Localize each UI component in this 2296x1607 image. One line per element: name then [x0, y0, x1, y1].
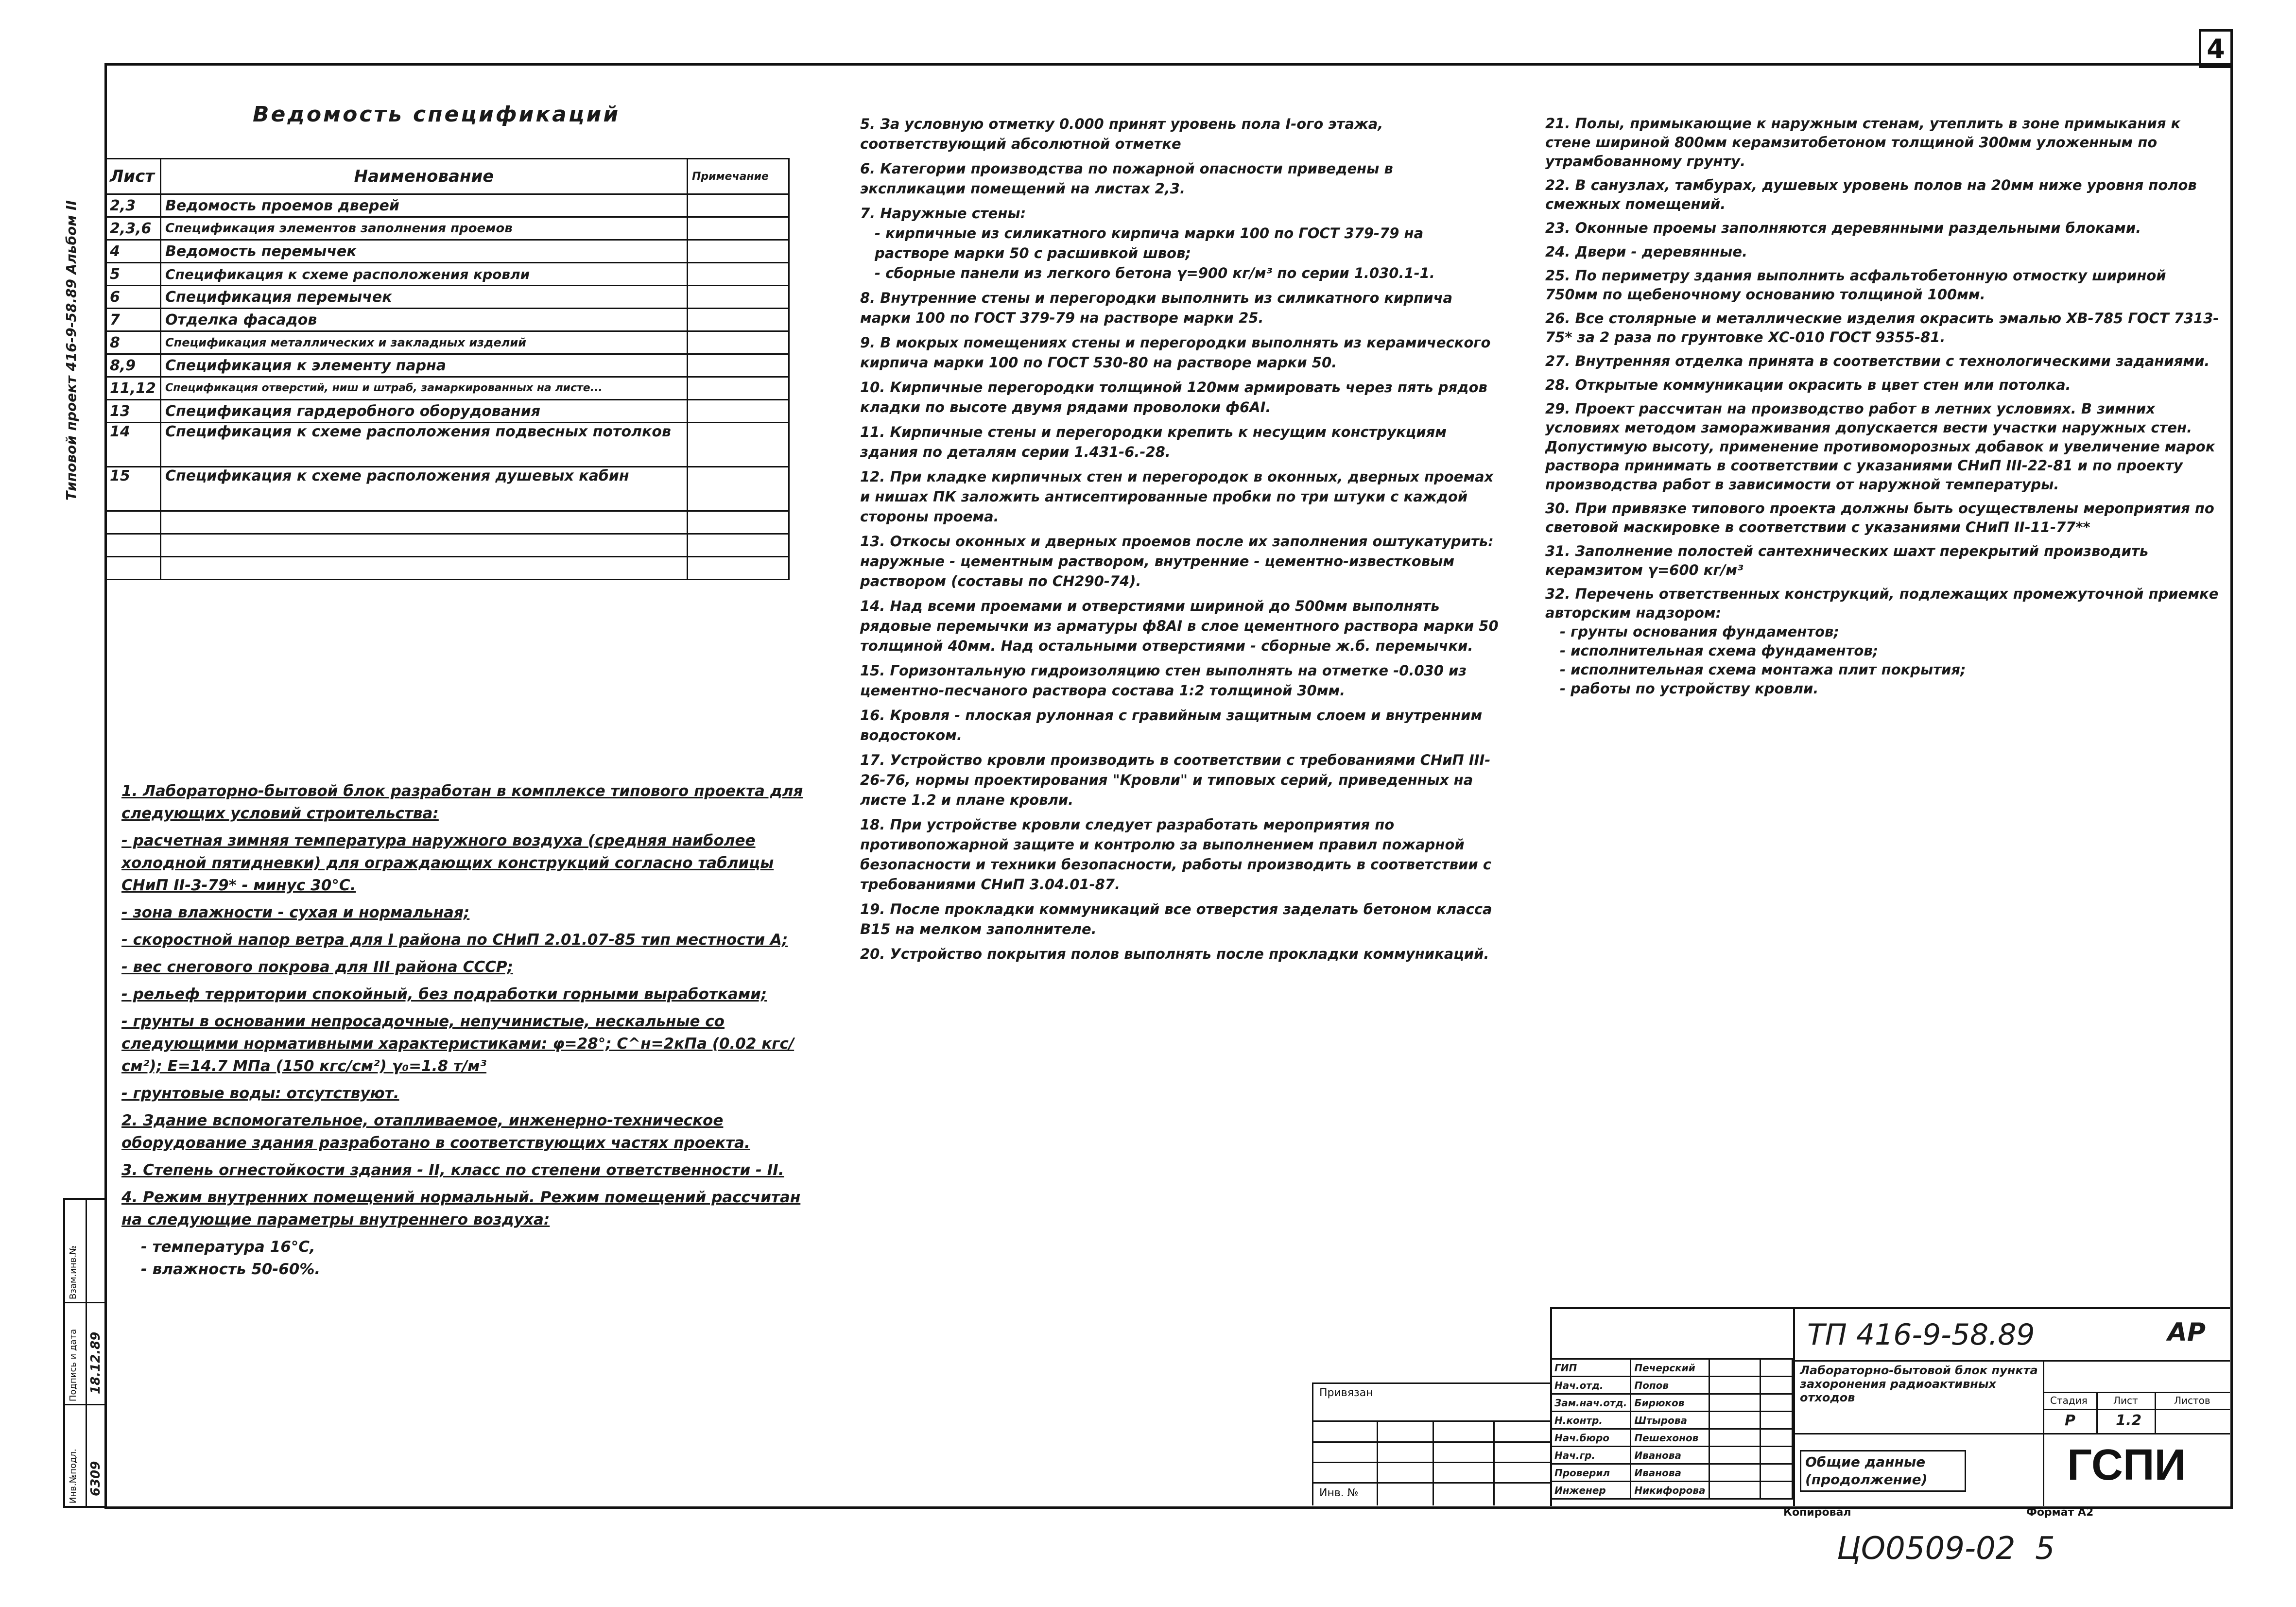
inventory-strip — [63, 1198, 106, 1508]
inv-header-0: Инв.№подл. — [68, 1449, 78, 1503]
spec-title: Ведомость спецификаций — [253, 102, 621, 127]
inv-value-0: 6309 — [88, 1461, 103, 1496]
note-1-b: - зона влажности - сухая и нормальная; — [121, 904, 470, 921]
table-row: 14 Спецификация к схеме расположения подвесных потолков — [105, 423, 789, 467]
note-2: 2. Здание вспомогательное, отапливаемое, инженерно-техническое оборудование здания разработано в соответствующих частях проекта. — [121, 1112, 750, 1152]
table-row: 2,3,6 Спецификация элементов заполнения проемов — [105, 217, 789, 240]
inv-label: Инв. № — [1319, 1487, 1359, 1499]
sheet-value: 1.2 — [2116, 1412, 2142, 1429]
left-notes — [121, 780, 811, 1285]
note-7: 7. Наружные стены: — [860, 205, 1026, 222]
inv-header-1: Подпись и дата — [68, 1329, 78, 1401]
stage-value: Р — [2065, 1412, 2075, 1429]
note-13: 13. Откосы оконных и дверных проемов после их заполнения оштукатурить: наружные - цементным раствором, внутренние - цементно-известковым раствором (составы по СН290-74). — [860, 533, 1494, 589]
table-row — [105, 511, 789, 534]
note-3: 3. Степень огнестойкости здания - II, класс по степени ответственности - II. — [121, 1161, 784, 1179]
note-32-b: - исполнительная схема фундаментов; — [1560, 642, 1879, 659]
note-16: 16. Кровля - плоская рулонная с гравийным защитным слоем и внутренним водостоком. — [860, 707, 1483, 743]
sheets-label: Листов — [2174, 1395, 2210, 1406]
note-23: 23. Оконные проемы заполняются деревянными раздельными блоками. — [1545, 220, 2141, 236]
table-row: 13 Спецификация гардеробного оборудования — [105, 400, 789, 423]
table-row: 8 Спецификация металлических и закладных изделий — [105, 331, 789, 354]
table-row: 6 Спецификация перемычек — [105, 286, 789, 309]
note-4-a: - температура 16°С, — [141, 1238, 315, 1256]
inv-header-2: Взам.инв.№ — [68, 1245, 78, 1299]
note-30: 30. При привязке типового проекта должны быть осуществлены мероприятия по световой маскировке в соответствии с указаниями СНиП II-11-77** — [1545, 500, 2214, 536]
sheet-label: Лист — [2113, 1395, 2138, 1406]
table-row: 5 Спецификация к схеме расположения кровли — [105, 263, 789, 286]
note-22: 22. В санузлах, тамбурах, душевых уровень полов на 20мм ниже уровня полов смежных помещений. — [1545, 177, 2197, 212]
format-label: Формат А2 — [2026, 1506, 2094, 1519]
inv-value-1: 18.12.89 — [88, 1331, 103, 1394]
note-14: 14. Над всеми проемами и отверстиями шириной до 500мм выполнять рядовые перемычки из арматуры ф8АI в слое цементного раствора марки 50 толщиной 40мм. Над остальными отверстиями - сборные ж.б. перемычки. — [860, 598, 1499, 654]
role-row: Нач.бюро Пешехонов — [1551, 1429, 1793, 1447]
note-28: 28. Открытые коммуникации окрасить в цвет стен или потолка. — [1545, 377, 2071, 393]
project-name: Лабораторно-бытовой блок пункта захоронения радиоактивных отходов — [1800, 1364, 2038, 1404]
table-row: 11,12 Спецификация отверстий, ниш и штраб, замаркированных на листе... — [105, 377, 789, 400]
note-4: 4. Режим внутренних помещений нормальный. Режим помещений рассчитан на следующие параметры внутреннего воздуха: — [121, 1189, 801, 1228]
note-8: 8. Внутренние стены и перегородки выполнить из силикатного кирпича марки 100 по ГОСТ 379-79 на растворе марки 25. — [860, 290, 1453, 326]
role-row: ГИП Печерский — [1551, 1359, 1793, 1377]
spec-header-sheet: Лист — [105, 159, 161, 194]
note-32-a: - грунты основания фундаментов; — [1560, 623, 1839, 640]
table-row: 4 Ведомость перемычек — [105, 240, 789, 263]
tied-block — [1312, 1382, 1552, 1505]
role-row: Нач.отд. Попов — [1551, 1377, 1793, 1394]
roles-table — [1550, 1358, 1793, 1500]
spec-header-note: Примечание — [688, 159, 789, 194]
note-29: 29. Проект рассчитан на производство работ в летних условиях. В зимних условиях методом замораживания допускается вести участки наружных стен. Допустимую высоту, применение противоморозных добавок и увеличение марок раствора принимать в соответствии с указаниями СНиП III-22-81 и по проекту производства работ в зависимости от наружной температуры. — [1545, 400, 2215, 493]
note-7-b: - сборные панели из легкого бетона γ=900 кг/м³ по серии 1.030.1-1. — [875, 265, 1435, 281]
table-row: 2,3 Ведомость проемов дверей — [105, 194, 789, 217]
note-10: 10. Кирпичные перегородки толщиной 120мм армировать через пять рядов кладки по высоте двумя рядами проволоки ф6АI. — [860, 379, 1487, 415]
table-row — [105, 557, 789, 580]
note-1-d: - вес снегового покрова для III района СССР; — [121, 958, 514, 976]
spec-header-name: Наименование — [161, 159, 688, 194]
note-25: 25. По периметру здания выполнить асфальтобетонную отмостку шириной 750мм по щебеночному основанию толщиной 100мм. — [1545, 267, 2166, 303]
role-row: Нач.гр. Иванова — [1551, 1447, 1793, 1464]
role-row: Н.контр. Штырова — [1551, 1412, 1793, 1429]
copied-label: Копировал — [1783, 1506, 1851, 1519]
table-row: 7 Отделка фасадов — [105, 309, 789, 331]
role-row: Проверил Иванова — [1551, 1464, 1793, 1482]
note-9: 9. В мокрых помещениях стены и перегородки выполнять из керамического кирпича марки 100 по ГОСТ 530-80 на растворе марки 50. — [860, 334, 1491, 371]
note-32-d: - работы по устройству кровли. — [1560, 680, 1819, 697]
note-6: 6. Категории производства по пожарной опасности приведены в экспликации помещений на листах 2,3. — [860, 160, 1393, 197]
right-notes — [1545, 114, 2223, 698]
note-24: 24. Двери - деревянные. — [1545, 243, 1748, 260]
note-32-c: - исполнительная схема монтажа плит покрытия; — [1560, 661, 1966, 678]
drawing-mark: АР — [2167, 1318, 2206, 1347]
note-17: 17. Устройство кровли производить в соответствии с требованиями СНиП III-26-76, нормы проектирования "Кровли" и типовых серий, приведенных на листе 1.2 и плане кровли. — [860, 752, 1491, 808]
project-stamp: Типовой проект 416-9-58.89 Альбом II — [63, 200, 79, 501]
note-1-f: - грунты в основании непросадочные, непучинистые, нескальные со следующими нормативными характеристиками: φ=28°; С^н=2кПа (0.02 кгс/см²); Е=14.7 МПа (150 кгс/см²) γ₀=1.8 т/м³ — [121, 1013, 794, 1075]
note-15: 15. Горизонтальную гидроизоляцию стен выполнять на отметке -0.030 из цементно-песчаного раствора состава 1:2 толщиной 30мм. — [860, 662, 1467, 699]
table-row: 8,9 Спецификация к элементу парна — [105, 354, 789, 377]
note-1-e: - рельеф территории спокойный, без подработки горными выработками; — [121, 985, 767, 1003]
note-1-a: - расчетная зимняя температура наружного воздуха (средняя наиболее холодной пятидневки) для ограждающих конструкций согласно таблицы СНиП II-3-79* - минус 30°С. — [121, 832, 774, 894]
table-row: 15 Спецификация к схеме расположения душевых кабин — [105, 467, 789, 511]
drawing-code: ТП 416-9-58.89 — [1807, 1318, 2035, 1352]
note-1-c: - скоростной напор ветра для I района по СНиП 2.01.07-85 тип местности А; — [121, 931, 788, 949]
middle-notes — [860, 114, 1502, 969]
sheet-name: Общие данные (продолжение) — [1800, 1450, 1966, 1492]
note-7-a: - кирпичные из силикатного кирпича марки 100 по ГОСТ 379-79 на растворе марки 50 с расшивкой швов; — [875, 225, 1424, 261]
archive-stamp: ЦО0509-02 5 — [1837, 1531, 2055, 1567]
title-block-main — [1793, 1307, 2230, 1506]
stage-label: Стадия — [2050, 1395, 2088, 1406]
note-21: 21. Полы, примыкающие к наружным стенам, утеплить в зоне примыкания к стене шириной 800мм керамзитобетоном толщиной 300мм уложенным по утрамбованному грунту. — [1545, 115, 2181, 170]
note-4-b: - влажность 50-60%. — [141, 1261, 321, 1278]
note-1-g: - грунтовые воды: отсутствуют. — [121, 1085, 399, 1102]
role-row: Зам.нач.отд. Бирюков — [1551, 1394, 1793, 1412]
note-18: 18. При устройстве кровли следует разработать мероприятия по противопожарной защите и контролю за выполнением правил пожарной безопасности и техники безопасности, работы производить в соответствии с требованиями СНиП 3.04.01-87. — [860, 816, 1491, 893]
tied-label: Привязан — [1319, 1387, 1373, 1399]
note-20: 20. Устройство покрытия полов выполнять после прокладки коммуникаций. — [860, 946, 1489, 962]
note-1: 1. Лабораторно-бытовой блок разработан в комплексе типового проекта для следующих условий строительства: — [121, 782, 803, 822]
note-5: 5. За условную отметку 0.000 принят уровень пола I-ого этажа, соответствующий абсолютной отметке — [860, 116, 1383, 152]
org-name: ГСПИ — [2067, 1441, 2186, 1489]
note-27: 27. Внутренняя отделка принята в соответствии с технологическими заданиями. — [1545, 353, 2210, 369]
note-26: 26. Все столярные и металлические изделия окрасить эмалью ХВ-785 ГОСТ 7313-75* за 2 раза по грунтовке ХС-010 ГОСТ 9355-81. — [1545, 310, 2219, 346]
table-row — [105, 534, 789, 557]
spec-table — [104, 158, 790, 580]
role-row: Инженер Никифорова — [1551, 1482, 1793, 1499]
page-number: 4 — [2199, 29, 2233, 68]
note-12: 12. При кладке кирпичных стен и перегородок в оконных, дверных проемах и нишах ПК заложить антисептированные пробки по три штуки с каждой стороны проема. — [860, 468, 1494, 525]
note-32: 32. Перечень ответственных конструкций, подлежащих промежуточной приемке авторским надзором: — [1545, 586, 2219, 621]
note-11: 11. Кирпичные стены и перегородки крепить к несущим конструкциям здания по деталям серии 1.431-6.-28. — [860, 424, 1447, 460]
note-19: 19. После прокладки коммуникаций все отверстия заделать бетоном класса В15 на мелком заполнителе. — [860, 901, 1492, 937]
note-31: 31. Заполнение полостей сантехнических шахт перекрытий производить керамзитом γ=600 кг/м³ — [1545, 543, 2149, 578]
